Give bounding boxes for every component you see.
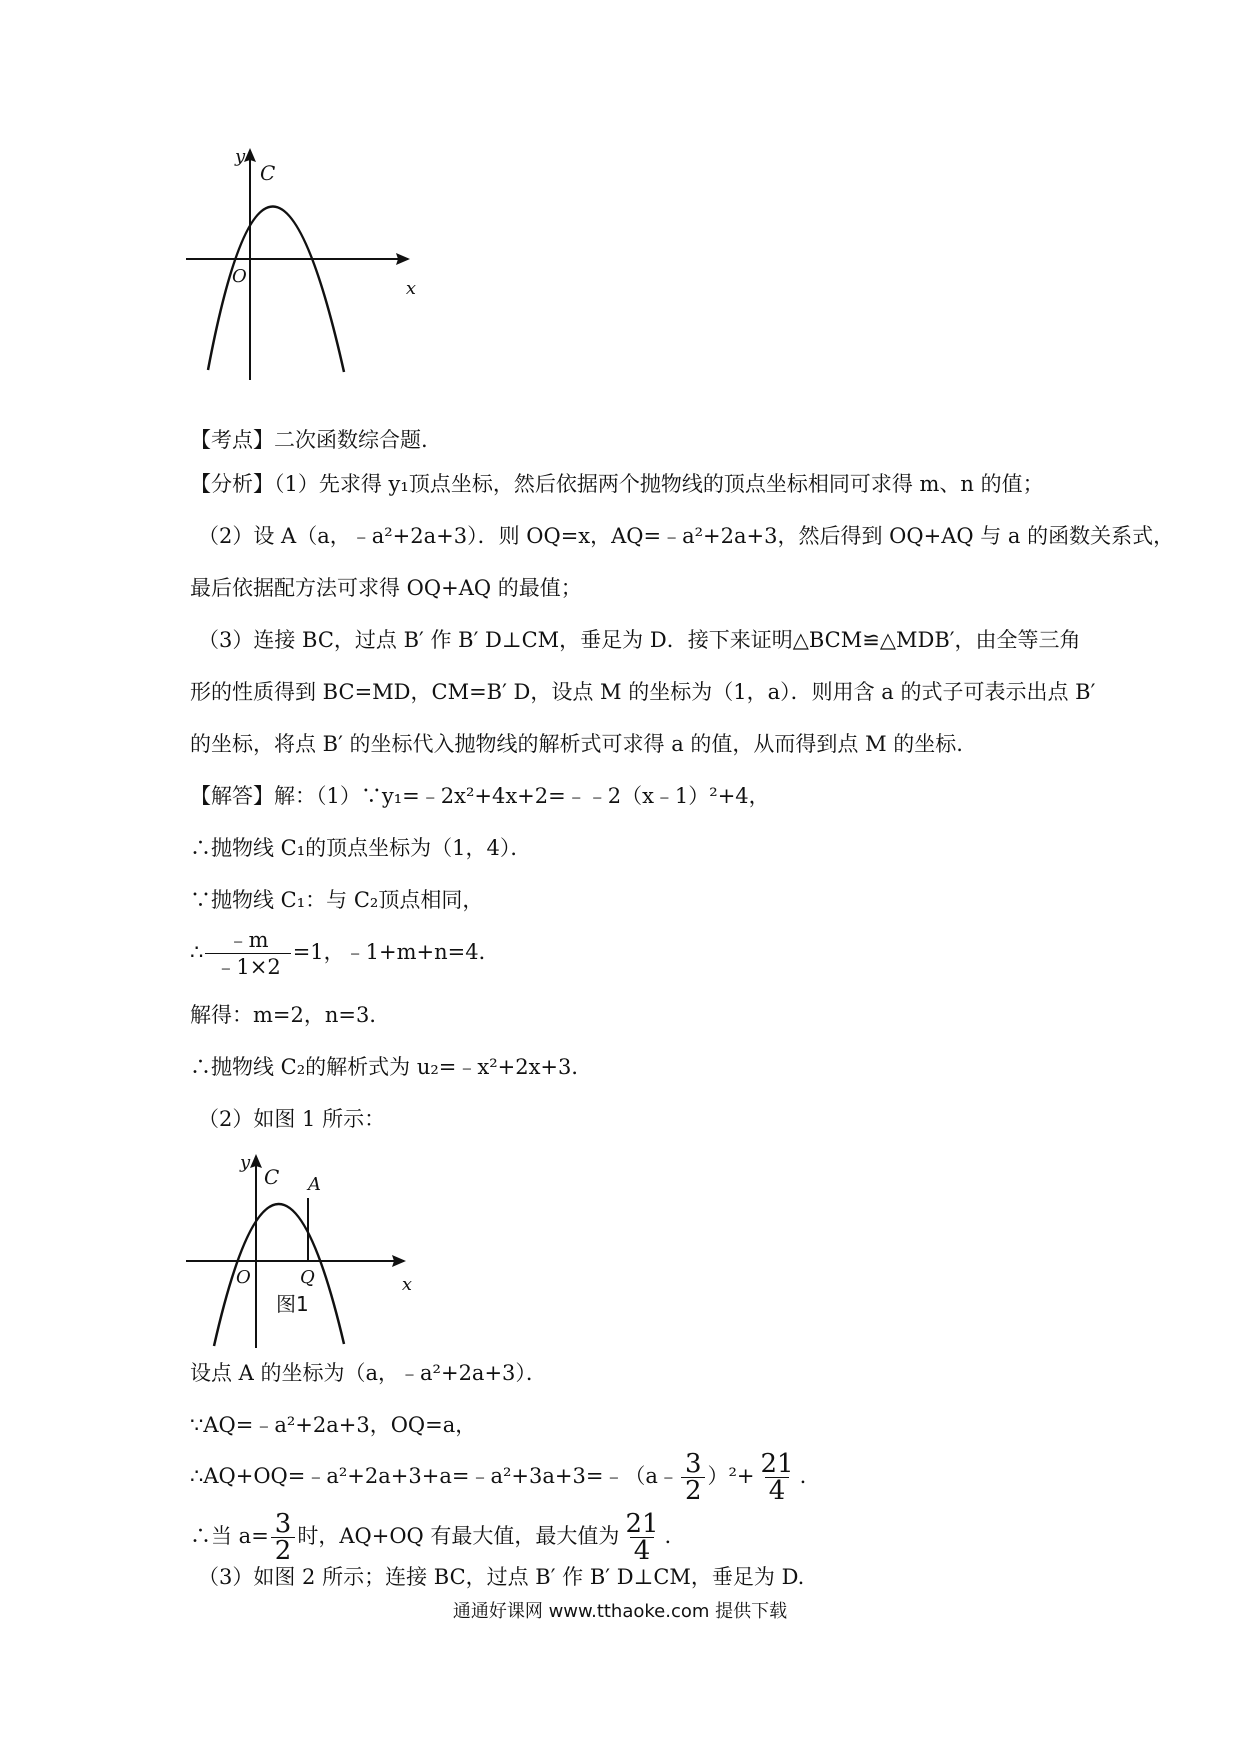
answer-line-4	[190, 927, 500, 980]
y-axis-arrow	[250, 1154, 262, 1168]
expression-text: ）²+	[707, 1464, 755, 1488]
part2-line-3	[190, 1450, 806, 1504]
fraction-21-4	[757, 1451, 798, 1504]
vertex-label-c: C	[260, 161, 276, 185]
answer-line-1: 【解答】解：（1）∵y₁=﹣2x²+4x+2=﹣﹣2（x﹣1）²+4，	[190, 784, 770, 808]
x-axis-label: x	[401, 1274, 412, 1295]
parabola-figure-1	[180, 140, 420, 400]
origin-label: O	[236, 1267, 251, 1288]
vertex-label-c: C	[264, 1165, 280, 1189]
analysis-line-2: （2）设 A（a，﹣a²+2a+3）．则 OQ=x，AQ=﹣a²+2a+3，然后得到 OQ+AQ 与 a 的函数关系式，	[198, 524, 1175, 548]
topic-line: 【考点】二次函数综合题.	[190, 428, 428, 452]
equation-text: =1，﹣1+m+n=4．	[292, 940, 500, 964]
y-axis-label: y	[235, 146, 246, 167]
parabola-curve	[214, 1204, 344, 1346]
part2-line-5: （3）如图 2 所示；连接 BC，过点 B′ 作 B′ D⊥CM，垂足为 D.	[198, 1565, 805, 1589]
fraction-numerator: 21	[625, 1509, 659, 1539]
expression-text: .	[799, 1464, 807, 1488]
fraction-21-4	[621, 1511, 662, 1564]
point-label-a: A	[308, 1174, 321, 1195]
fraction-3-2	[271, 1511, 296, 1564]
x-axis-arrow	[396, 253, 410, 265]
x-axis-arrow	[392, 1255, 406, 1267]
figure-caption: 图1	[276, 1292, 309, 1316]
analysis-line-3: 最后依据配方法可求得 OQ+AQ 的最值；	[190, 576, 582, 600]
fraction-numerator: 3	[274, 1509, 292, 1539]
fraction-numerator: ﹣m	[227, 928, 269, 952]
parabola-figure-2	[180, 1148, 420, 1368]
part2-line-1: 设点 A 的坐标为（a，﹣a²+2a+3）．	[190, 1361, 547, 1385]
fraction-denominator: 2	[681, 1477, 706, 1504]
answer-line-6: ∴抛物线 C₂的解析式为 u₂=﹣x²+2x+3．	[190, 1055, 593, 1079]
analysis-line-1: 【分析】（1）先求得 y₁顶点坐标，然后依据两个抛物线的顶点坐标相同可求得 m、n 的值；	[190, 472, 1044, 496]
expression-text: 时，AQ+OQ 有最大值，最大值为	[297, 1524, 620, 1548]
expression-text: ∴当 a=	[190, 1524, 269, 1548]
answer-line-3: ∵抛物线 C₁：与 C₂顶点相同，	[190, 888, 484, 912]
fraction-denominator: 4	[630, 1537, 655, 1564]
part2-line-2: ∵AQ=﹣a²+2a+3，OQ=a，	[190, 1413, 477, 1437]
fraction-3-2	[681, 1451, 706, 1504]
origin-label: O	[232, 266, 247, 287]
fraction-denominator: ﹣1×2	[205, 953, 290, 980]
expression-text: ∴AQ+OQ=﹣a²+2a+3+a=﹣a²+3a+3=﹣（a﹣	[190, 1464, 679, 1488]
answer-line-7: （2）如图 1 所示：	[198, 1107, 386, 1131]
analysis-line-5: 形的性质得到 BC=MD，CM=B′ D，设点 M 的坐标为（1，a）．则用含 a 的式子可表示出点 B′	[190, 680, 1096, 704]
part2-line-4	[190, 1510, 671, 1564]
analysis-line-6: 的坐标，将点 B′ 的坐标代入抛物线的解析式可求得 a 的值，从而得到点 M 的坐标.	[190, 732, 963, 756]
page-footer: 通通好课网 www.tthaoke.com 提供下载	[452, 1601, 788, 1622]
x-axis-label: x	[405, 278, 416, 299]
fraction-denominator: 2	[271, 1537, 296, 1564]
answer-line-5: 解得：m=2，n=3．	[190, 1003, 391, 1027]
y-axis-arrow	[244, 148, 256, 162]
fraction-denominator: 4	[765, 1477, 790, 1504]
expression-text: .	[664, 1524, 672, 1548]
y-axis-label: y	[240, 1152, 251, 1173]
point-label-q: Q	[300, 1267, 315, 1288]
answer-line-2: ∴抛物线 C₁的顶点坐标为（1，4）．	[190, 836, 532, 860]
parabola-curve	[208, 206, 344, 372]
fraction-m	[205, 927, 290, 980]
fraction-numerator: 3	[684, 1449, 702, 1479]
fraction-numerator: 21	[760, 1449, 794, 1479]
analysis-line-4: （3）连接 BC，过点 B′ 作 B′ D⊥CM，垂足为 D．接下来证明△BCM≌△MDB′，由全等三角	[198, 628, 1081, 652]
therefore-symbol: ∴	[190, 940, 204, 964]
